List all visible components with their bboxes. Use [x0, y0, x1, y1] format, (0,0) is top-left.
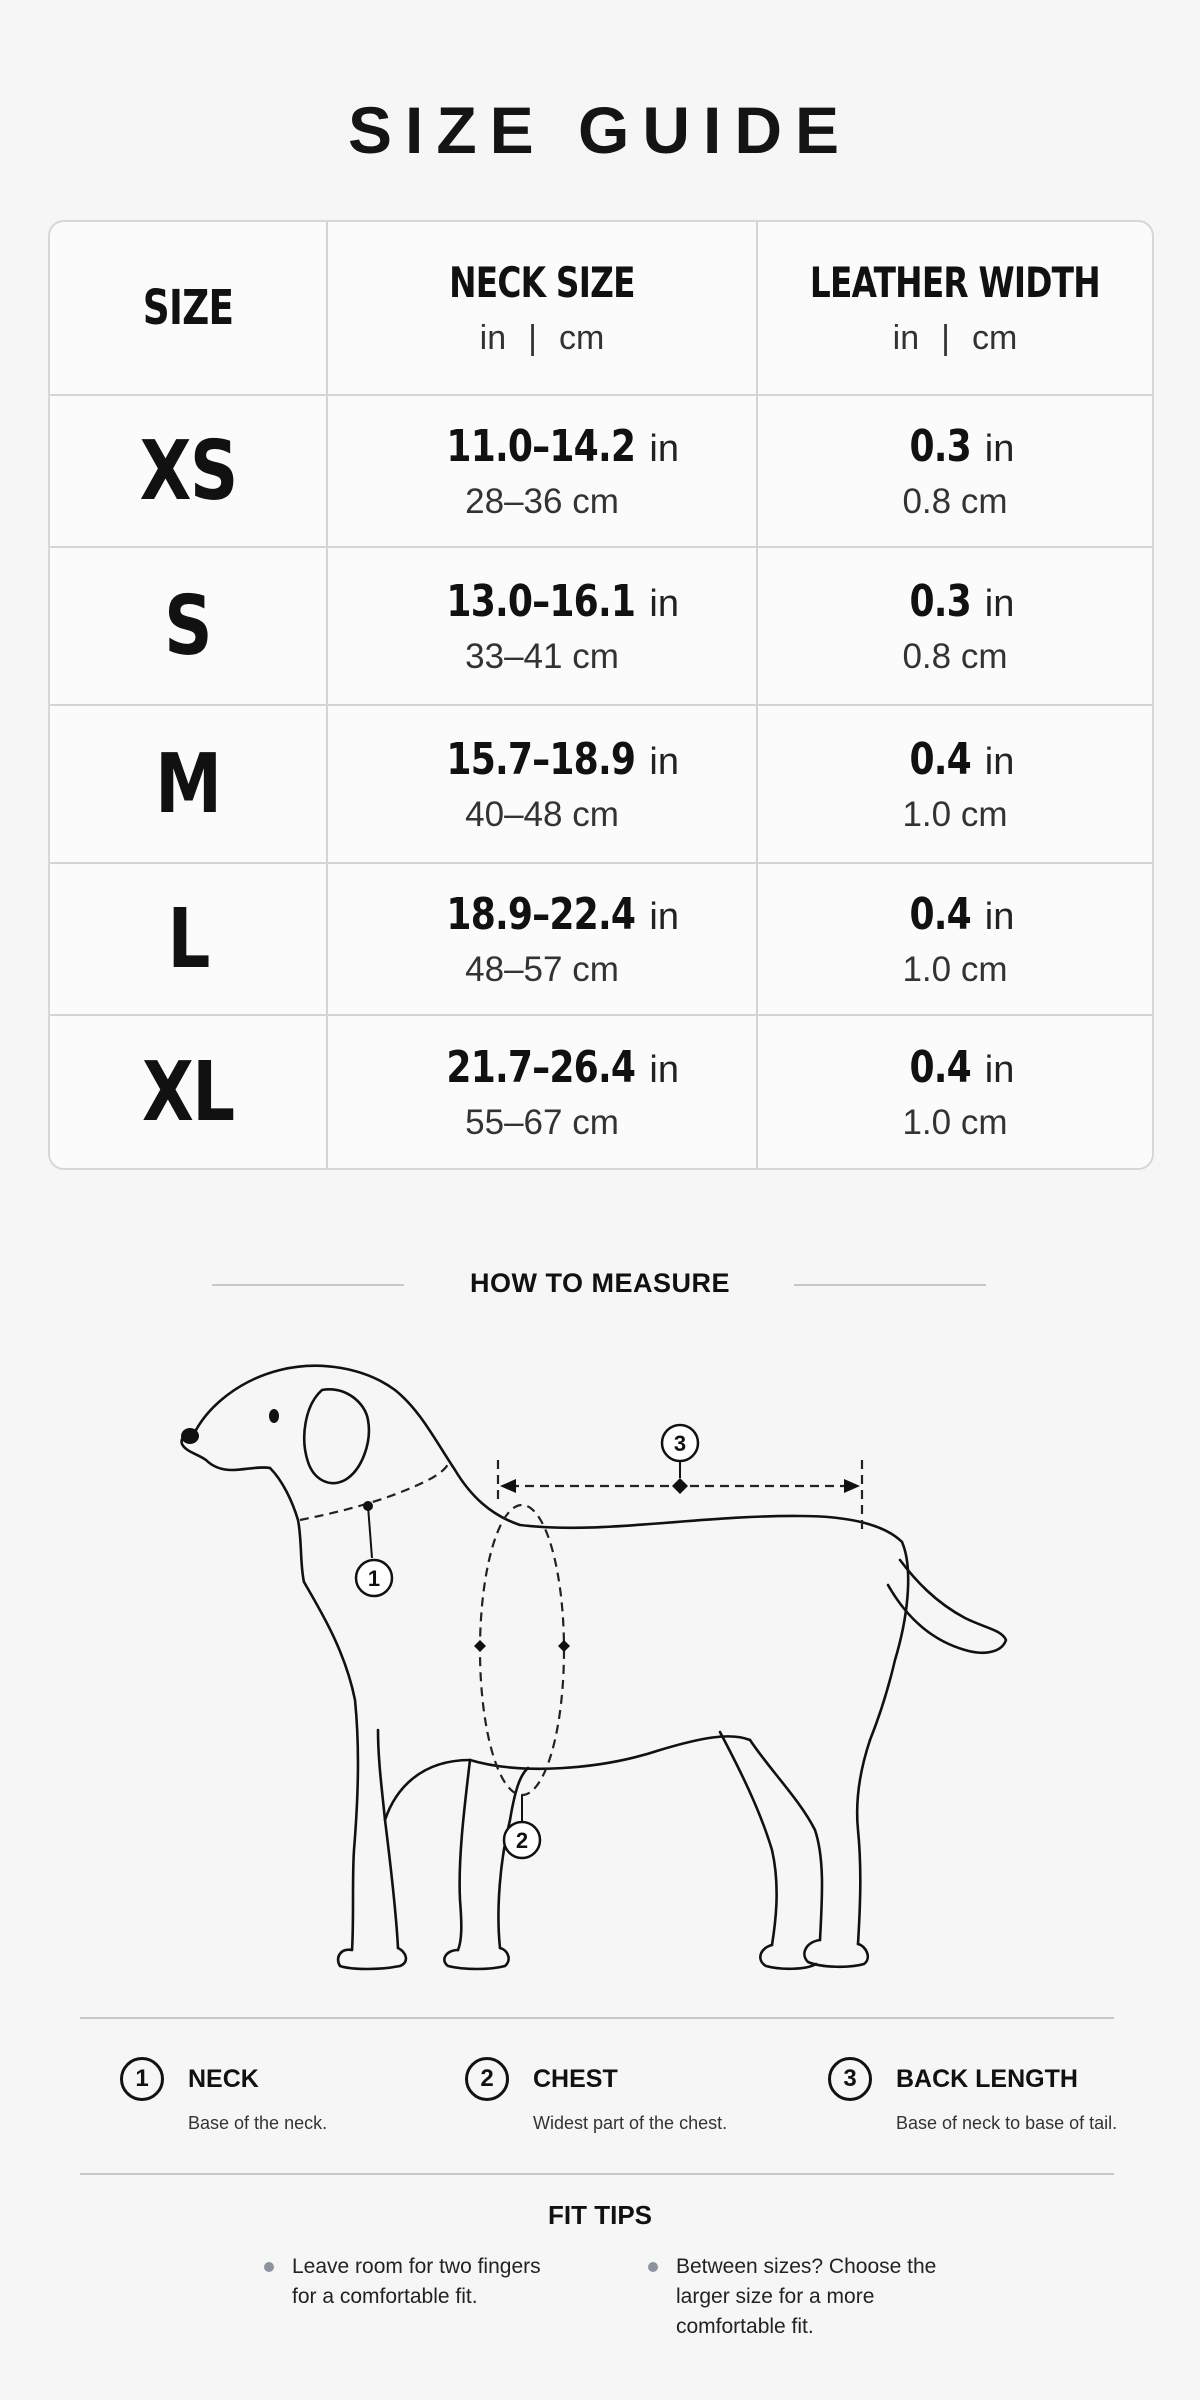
neck-size-cell: 21.7–26.4 in 55–67 cm — [328, 1016, 758, 1168]
svg-text:2: 2 — [515, 1828, 529, 1853]
neck-measure-line — [300, 1464, 448, 1520]
size-label-cell — [50, 1016, 328, 1168]
neck-size-cell: 18.9–22.4 in 48–57 cm — [328, 864, 758, 1016]
neck-size-cell: 13.0–16.1 in 33–41 cm — [328, 548, 758, 706]
number-2-icon: 2 — [465, 2057, 509, 2101]
size-label-cell — [50, 548, 328, 706]
size-label: XS — [139, 423, 237, 519]
size-label: S — [164, 578, 212, 674]
neck-size-cm: 33–41 cm — [465, 636, 619, 676]
size-label: M — [155, 736, 221, 832]
tips-rule-top — [80, 2173, 1114, 2175]
neck-size-in: 21.7–26.4 — [446, 1041, 636, 1093]
bullet-icon — [264, 2262, 274, 2272]
bullet-icon — [648, 2262, 658, 2272]
fit-tip: Leave room for two fingers for a comfortable fit. — [292, 2252, 541, 2312]
neck-size-in: 13.0–16.1 — [446, 575, 636, 627]
leather-width-in: 0.3 — [909, 575, 971, 627]
dog-outline — [181, 1366, 1006, 1969]
fit-tip: Between sizes? Choose the larger size for a more comfortable fit. — [676, 2252, 936, 2342]
page-title: SIZE GUIDE — [347, 93, 853, 167]
header-size: SIZE — [50, 222, 328, 396]
header-neck-size: NECK SIZE in | cm — [328, 222, 758, 396]
how-to-measure-heading: HOW TO MEASURE — [469, 1268, 730, 1298]
leather-width-cm: 0.8 cm — [902, 481, 1008, 521]
neck-size-cell: 11.0–14.2 in 28–36 cm — [328, 396, 758, 548]
neck-size-cell: 15.7–18.9 in 40–48 cm — [328, 706, 758, 864]
neck-size-cm: 28–36 cm — [465, 481, 619, 521]
neck-size-cm: 55–67 cm — [465, 1102, 619, 1142]
size-label-cell — [50, 706, 328, 864]
header-leather-width: LEATHER WIDTH in | cm — [758, 222, 1152, 396]
size-label-cell — [50, 396, 328, 548]
leather-width-in: 0.3 — [909, 420, 971, 472]
neck-size-in: 18.9–22.4 — [446, 888, 636, 940]
leather-width-cm: 0.8 cm — [902, 636, 1008, 676]
svg-text:1: 1 — [367, 1566, 381, 1591]
dog-diagram — [0, 1320, 1200, 2000]
leather-width-cm: 1.0 cm — [902, 794, 1008, 834]
leather-width-cm: 1.0 cm — [902, 949, 1008, 989]
neck-size-cm: 40–48 cm — [465, 794, 619, 834]
fit-tips-title: FIT TIPS — [548, 2200, 652, 2230]
size-label-cell — [50, 864, 328, 1016]
svg-text:3: 3 — [673, 1431, 687, 1456]
leather-width-cell: 0.4 in 1.0 cm — [902, 1041, 1015, 1142]
heading-rule-right — [794, 1284, 986, 1286]
leather-width-cell: 0.4 in 1.0 cm — [758, 706, 1152, 864]
legend-rule-top — [80, 2017, 1114, 2019]
neck-size-cm: 48–57 cm — [465, 949, 619, 989]
chest-measure-ellipse — [480, 1505, 564, 1795]
leather-width-cell: 0.4 in 1.0 cm — [758, 864, 1152, 1016]
dog-measurement-illustration — [0, 1320, 1200, 2000]
leather-units: in | cm — [892, 319, 1018, 357]
neck-size-in: 11.0–14.2 — [446, 420, 636, 472]
size-label: L — [167, 891, 209, 987]
size-label: XL — [142, 1044, 234, 1140]
leather-width-cell: 0.3 in 0.8 cm — [758, 548, 1152, 706]
neck-size-in: 15.7–18.9 — [446, 733, 636, 785]
leather-width-cm: 1.0 cm — [902, 1102, 1008, 1142]
number-3-icon: 3 — [828, 2057, 872, 2101]
size-table — [48, 220, 1154, 1170]
neck-units: in | cm — [479, 319, 605, 357]
leather-width-in: 0.4 — [909, 1041, 971, 1093]
leather-width-in: 0.4 — [909, 888, 971, 940]
number-1-icon: 1 — [120, 2057, 164, 2101]
leather-width-in: 0.4 — [909, 733, 971, 785]
leather-width-cell: 0.3 in 0.8 cm — [758, 396, 1152, 548]
